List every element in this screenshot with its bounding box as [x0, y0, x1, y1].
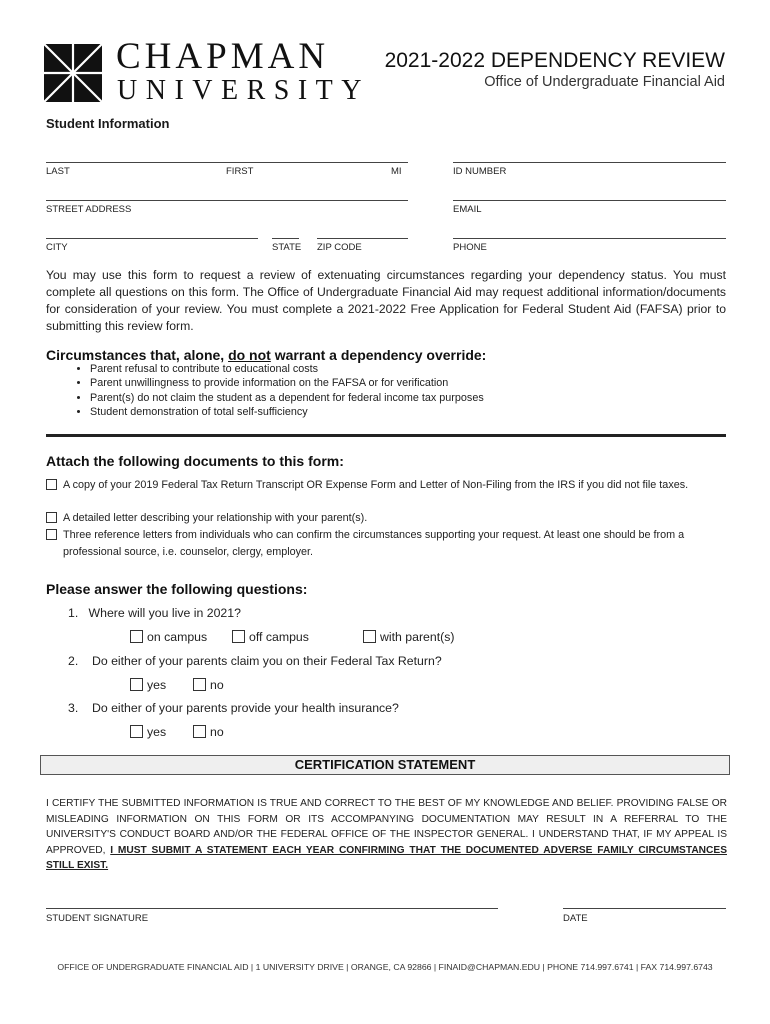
question-text: Where will you live in 2021? [88, 606, 241, 620]
attach-item-label: A detailed letter describing your relationship with your parent(s). [63, 512, 368, 524]
circumstances-heading-end: warrant a dependency override: [270, 347, 487, 363]
question-number: 3. [68, 701, 79, 715]
street-address-label: STREET ADDRESS [46, 204, 132, 215]
attach-item-label: Three reference letters from individuals who can confirm the circumstances supporting your request. At least one should be from a professional source, i.e. counselor, clergy, employer. [63, 529, 685, 558]
attach-item-tax-transcript [46, 477, 728, 494]
section-divider [46, 434, 726, 437]
date-label: DATE [563, 913, 588, 924]
student-signature-label: STUDENT SIGNATURE [46, 913, 149, 924]
phone-label: PHONE [453, 242, 487, 253]
city-label: CITY [46, 242, 68, 253]
question-number: 2. [68, 654, 79, 668]
q3-yes-checkbox[interactable] [130, 725, 143, 738]
page-footer: OFFICE OF UNDERGRADUATE FINANCIAL AID | 1 UNIVERSITY DRIVE | ORANGE, CA 92866 | FINAID@CHAPMAN.EDU | PHONE 714.997.6741 | FAX 714.997.6743 [57, 962, 713, 972]
street-address-field-line[interactable] [46, 200, 408, 201]
option-label: yes [147, 725, 167, 739]
student-info-heading: Student Information [46, 116, 170, 131]
option-on-campus[interactable] [130, 630, 207, 644]
option-off-campus[interactable] [232, 630, 309, 644]
off-campus-checkbox[interactable] [232, 630, 245, 643]
circumstances-heading [46, 347, 486, 363]
question-text: Do either of your parents claim you on their Federal Tax Return? [91, 654, 442, 668]
city-field-line[interactable] [46, 238, 258, 239]
id-number-label: ID NUMBER [453, 166, 507, 177]
attach-item-references [46, 527, 728, 560]
id-number-field-line[interactable] [453, 162, 726, 163]
state-field-line[interactable] [272, 238, 299, 239]
chapman-logo-icon [44, 44, 102, 102]
q3-no-checkbox[interactable] [193, 725, 206, 738]
question-2 [68, 654, 442, 668]
list-item: • Parent unwillingness to provide information on the FAFSA or for verification [90, 376, 484, 390]
reference-letters-checkbox[interactable] [46, 529, 57, 540]
form-title: 2021-2022 DEPENDENCY REVIEW [384, 49, 725, 72]
option-label: yes [147, 678, 167, 692]
date-line[interactable] [563, 908, 726, 909]
circumstances-list [46, 362, 484, 420]
intro-paragraph: You may use this form to request a review of extenuating circumstances regarding your dependency status. You must complete all questions on this form. The Office of Undergraduate Financial Aid may request additional information/documents for consideration of your review. You must complete a 2021-2022 Free Application for Federal Student Aid (FAFSA) prior to submitting this review form. [46, 268, 726, 333]
zip-label: ZIP CODE [317, 242, 362, 253]
attach-item-label: A copy of your 2019 Federal Tax Return Transcript OR Expense Form and Letter of Non-Filing from the IRS if you did not file taxes. [63, 479, 689, 491]
name-field-line[interactable] [46, 162, 408, 163]
circumstances-heading-emphasis: do not [228, 347, 271, 363]
state-label: STATE [272, 242, 302, 253]
logo-wordmark: CHAPMAN [116, 36, 330, 77]
option-label: no [210, 725, 224, 739]
q2-option-no[interactable] [193, 678, 224, 692]
with-parents-checkbox[interactable] [363, 630, 376, 643]
phone-field-line[interactable] [453, 238, 726, 239]
question-text: Do either of your parents provide your health insurance? [91, 701, 399, 715]
question-number: 1. [68, 606, 79, 620]
attach-heading: Attach the following documents to this form: [46, 453, 344, 469]
logo-subwordmark: UNIVERSITY [117, 75, 370, 106]
relationship-letter-checkbox[interactable] [46, 512, 57, 523]
option-label: on campus [147, 630, 208, 644]
list-item: • Parent(s) do not claim the student as a dependent for federal income tax purposes [90, 391, 484, 405]
on-campus-checkbox[interactable] [130, 630, 143, 643]
certification-body: I CERTIFY THE SUBMITTED INFORMATION IS TRUE AND CORRECT TO THE BEST OF MY KNOWLEDGE AND BELIEF. PROVIDING FALSE OR MISLEADING INFORMATION ON THIS FORM OR ITS ACCOMPANYING DOCUMENTATION MAY RESULT IN A REFERRAL TO THE UNIVERSITY'S CONDUCT BOARD AND/OR THE FEDERAL OFFICE OF THE INSPECTOR GENERAL. I UNDERSTAND THAT, IF MY APPEAL IS APPROVED, [46, 798, 727, 856]
list-item: • Student demonstration of total self-sufficiency [90, 405, 484, 419]
option-label: off campus [249, 630, 309, 644]
option-label: no [210, 678, 224, 692]
zip-field-line[interactable] [317, 238, 408, 239]
certification-emphasis: I MUST SUBMIT A STATEMENT EACH YEAR CONFIRMING THAT THE DOCUMENTED ADVERSE FAMILY CIRCUMSTANCES STILL EXIST. [46, 844, 727, 871]
form-subtitle: Office of Undergraduate Financial Aid [484, 74, 725, 90]
email-label: EMAIL [453, 204, 482, 215]
q2-no-checkbox[interactable] [193, 678, 206, 691]
first-name-label: FIRST [226, 166, 254, 177]
email-field-line[interactable] [453, 200, 726, 201]
tax-transcript-checkbox[interactable] [46, 479, 57, 490]
circumstances-heading-start: Circumstances that, alone, [46, 347, 229, 363]
attach-item-letter [46, 510, 728, 527]
middle-initial-label: MI [391, 166, 402, 177]
question-3 [68, 701, 399, 715]
option-with-parents[interactable] [363, 630, 455, 644]
list-item: • Parent refusal to contribute to educational costs [90, 362, 484, 376]
q3-option-yes[interactable] [130, 725, 166, 739]
last-name-label: LAST [46, 166, 70, 177]
certification-text [46, 796, 727, 874]
q2-yes-checkbox[interactable] [130, 678, 143, 691]
question-1 [68, 606, 241, 620]
q2-option-yes[interactable] [130, 678, 166, 692]
certification-heading: CERTIFICATION STATEMENT [40, 755, 730, 775]
questions-heading: Please answer the following questions: [46, 581, 308, 597]
q3-option-no[interactable] [193, 725, 224, 739]
option-label: with parent(s) [380, 630, 455, 644]
student-signature-line[interactable] [46, 908, 498, 909]
